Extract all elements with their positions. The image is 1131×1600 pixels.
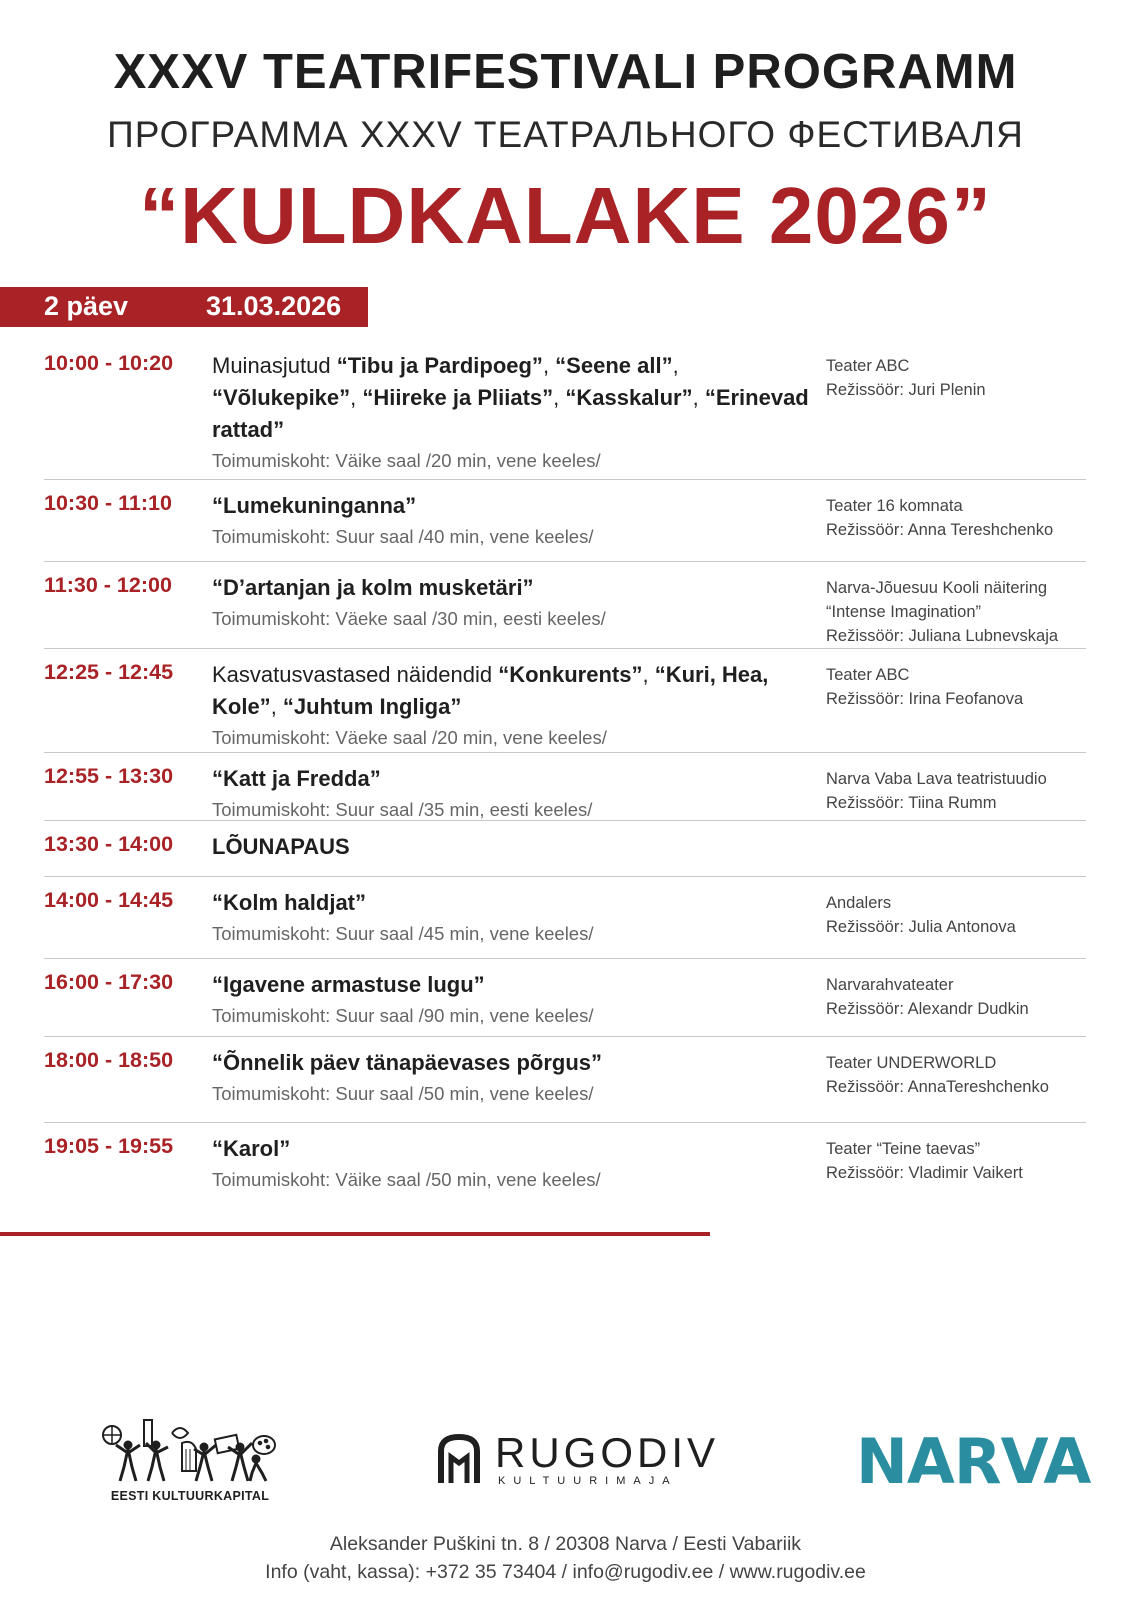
troupe-name: Teater ABC xyxy=(826,357,910,375)
rugodiv-subtitle: KULTUURIMAJA xyxy=(498,1475,678,1487)
festival-title-ru: ПРОГРАММА XXXV ТЕАТРАЛЬНОГО ФЕСТИВАЛЯ xyxy=(107,114,1024,155)
event-info xyxy=(212,763,812,823)
event-venue: Toimumiskoht: Suur saal /35 min, eesti keeles/ xyxy=(212,799,593,820)
event-title xyxy=(212,763,812,795)
event-venue: Toimumiskoht: Väeke saal /20 min, vene keeles/ xyxy=(212,727,607,748)
event-credits xyxy=(826,576,1096,648)
play-title: “Kasskalur” xyxy=(565,385,693,410)
event-venue: Toimumiskoht: Suur saal /50 min, vene keeles/ xyxy=(212,1083,594,1104)
event-credits xyxy=(826,1137,1096,1185)
play-title: “Kuri, Hea, Kole” xyxy=(212,662,769,719)
event-time: 11:30 - 12:00 xyxy=(44,573,172,597)
play-title: “Erinevad rattad” xyxy=(212,385,809,442)
play-title: “Tibu ja Pardipoeg” xyxy=(336,353,543,378)
rugodiv-mark-icon xyxy=(435,1433,483,1485)
play-title: “Lumekuninganna” xyxy=(212,493,417,518)
play-title: “Seene all” xyxy=(555,353,673,378)
event-credits xyxy=(826,354,1096,402)
event-time: 16:00 - 17:30 xyxy=(44,970,174,994)
play-title: “Konkurents” xyxy=(498,662,643,687)
play-title: “D’artanjan ja kolm musketäri” xyxy=(212,575,534,600)
event-credits xyxy=(826,1051,1096,1099)
troupe-name: Narva Vaba Lava teatristuudio xyxy=(826,770,1047,788)
schedule-row xyxy=(44,1123,1086,1213)
schedule-row xyxy=(44,753,1086,821)
footer-address xyxy=(0,1530,1131,1586)
event-credits xyxy=(826,891,1096,939)
play-title: “Hiireke ja Pliiats” xyxy=(362,385,554,410)
event-venue: Toimumiskoht: Väike saal /20 min, vene keeles/ xyxy=(212,450,601,471)
director-name: Režissöör: Tiina Rumm xyxy=(826,794,997,812)
schedule-row xyxy=(44,1037,1086,1123)
troupe-name: Narvarahvateater xyxy=(826,976,954,994)
director-name: Režissöör: Juri Plenin xyxy=(826,381,986,399)
title-separator: , xyxy=(692,385,705,410)
event-info xyxy=(212,887,812,947)
event-time: 19:05 - 19:55 xyxy=(44,1134,174,1158)
schedule-row xyxy=(44,959,1086,1037)
title-separator: , xyxy=(542,353,556,378)
event-info xyxy=(212,350,812,474)
director-name: Režissöör: Juliana Lubnevskaja xyxy=(826,627,1059,645)
event-genre: Kasvatusvastased näidendid xyxy=(212,662,499,687)
event-title xyxy=(212,1047,812,1079)
director-name: Režissöör: Alexandr Dudkin xyxy=(826,1000,1029,1018)
play-title: “Võlukepike” xyxy=(212,385,351,410)
schedule-list xyxy=(44,340,1086,1213)
event-title xyxy=(212,490,812,522)
event-info xyxy=(212,659,812,751)
event-venue: Toimumiskoht: Suur saal /90 min, vene keeles/ xyxy=(212,1005,594,1026)
troupe-name: Teater 16 komnata xyxy=(826,497,963,515)
schedule-row xyxy=(44,562,1086,649)
rugodiv-name: RUGODIV xyxy=(495,1429,720,1476)
address-line: Aleksander Puškini tn. 8 / 20308 Narva / Eesti Vabariik xyxy=(329,1533,802,1555)
event-time: 18:00 - 18:50 xyxy=(44,1048,174,1072)
event-title xyxy=(212,969,812,1001)
narva-logo: NARVA xyxy=(856,1425,1091,1498)
director-name: Režissöör: AnnaTereshchenko xyxy=(826,1078,1049,1096)
event-title xyxy=(212,887,812,919)
event-time: 10:00 - 10:20 xyxy=(44,351,174,375)
event-venue: Toimumiskoht: Väike saal /50 min, vene keeles/ xyxy=(212,1169,601,1190)
event-venue: Toimumiskoht: Suur saal /45 min, vene keeles/ xyxy=(212,923,594,944)
event-title xyxy=(212,831,812,863)
kultuurkapital-name: EESTI KULTUURKAPITAL xyxy=(110,1489,270,1503)
schedule-row xyxy=(44,340,1086,480)
title-separator: , xyxy=(672,353,679,378)
event-title xyxy=(212,1133,812,1165)
title-separator: , xyxy=(642,662,655,687)
day-date: 31.03.2026 xyxy=(206,291,342,321)
event-time: 12:55 - 13:30 xyxy=(44,764,174,788)
event-title xyxy=(212,659,812,723)
event-credits xyxy=(826,973,1096,1021)
event-genre: Muinasjutud xyxy=(212,353,337,378)
title-separator: , xyxy=(350,385,363,410)
festival-name: “KULDKALAKE 2026” xyxy=(139,171,992,260)
day-banner xyxy=(0,287,368,327)
play-title: “Kolm haldjat” xyxy=(212,890,367,915)
event-info xyxy=(212,1133,812,1193)
director-name: Režissöör: Irina Feofanova xyxy=(826,690,1024,708)
event-title xyxy=(212,350,812,446)
play-title: “Juhtum Ingliga” xyxy=(282,694,462,719)
festival-title-et: XXXV TEATRIFESTIVALI PROGRAMM xyxy=(113,45,1018,99)
sponsor-logos xyxy=(0,1415,1131,1515)
schedule-row xyxy=(44,821,1086,877)
troupe-name: Teater ABC xyxy=(826,666,910,684)
day-label: 2 päev xyxy=(44,291,129,321)
event-credits xyxy=(826,767,1096,815)
play-title: “Karol” xyxy=(212,1136,291,1161)
rugodiv-logo xyxy=(435,1429,720,1503)
play-title: “Katt ja Fredda” xyxy=(212,766,381,791)
troupe-name: Narva-Jõuesuu Kooli näitering xyxy=(826,579,1048,597)
event-title xyxy=(212,572,812,604)
director-name: Režissöör: Vladimir Vaikert xyxy=(826,1164,1023,1182)
schedule-row xyxy=(44,649,1086,753)
troupe-name: Teater “Teine taevas” xyxy=(826,1140,981,1158)
event-venue: Toimumiskoht: Väeke saal /30 min, eesti keeles/ xyxy=(212,608,606,629)
play-title: “Igavene armastuse lugu” xyxy=(212,972,485,997)
event-info xyxy=(212,490,812,550)
title-separator: , xyxy=(553,385,566,410)
event-credits xyxy=(826,663,1096,711)
event-info xyxy=(212,1047,812,1107)
info-line: Info (vaht, kassa): +372 35 73404 / info@rugodiv.ee / www.rugodiv.ee xyxy=(265,1561,866,1583)
title-separator: , xyxy=(270,694,283,719)
event-info xyxy=(212,969,812,1029)
troupe-subname: “Intense Imagination” xyxy=(826,603,982,621)
event-info xyxy=(212,831,812,863)
eesti-kultuurkapital-logo xyxy=(100,1415,280,1505)
event-time: 13:30 - 14:00 xyxy=(44,832,174,856)
troupe-name: Andalers xyxy=(826,894,892,912)
director-name: Režissöör: Julia Antonova xyxy=(826,918,1016,936)
divider-line xyxy=(0,1232,710,1236)
event-time: 10:30 - 11:10 xyxy=(44,491,172,515)
event-credits xyxy=(826,494,1096,542)
event-time: 14:00 - 14:45 xyxy=(44,888,174,912)
event-time: 12:25 - 12:45 xyxy=(44,660,174,684)
event-info xyxy=(212,572,812,632)
schedule-row xyxy=(44,877,1086,959)
troupe-name: Teater UNDERWORLD xyxy=(826,1054,997,1072)
schedule-row xyxy=(44,480,1086,562)
event-venue: Toimumiskoht: Suur saal /40 min, vene keeles/ xyxy=(212,526,594,547)
director-name: Režissöör: Anna Tereshchenko xyxy=(826,521,1054,539)
play-title: “Õnnelik päev tänapäevases põrgus” xyxy=(212,1050,603,1075)
lunch-break-label: LÕUNAPAUS xyxy=(212,834,350,859)
kultuurkapital-figures-icon xyxy=(100,1415,280,1485)
